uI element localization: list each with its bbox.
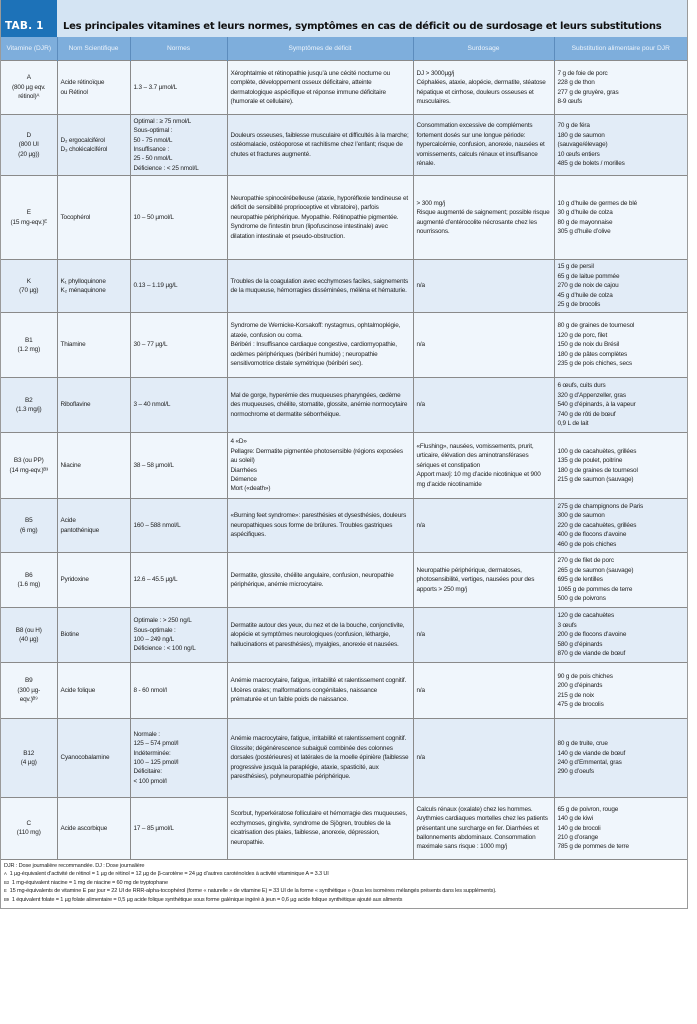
- norms-cell: [130, 499, 227, 553]
- deficit-symptoms-cell: [227, 433, 413, 499]
- cell-line: (15 mg-eqv.)ᴱ: [10, 218, 47, 226]
- cell-line: n/a: [416, 401, 425, 409]
- cell-line: 140 g de brocoli: [557, 824, 601, 832]
- cell-line: Troubles de la coagulation avec ecchymoses faciles, saignements de la muqueuse, hémorragies disséminées, méléna et hématurie.: [230, 277, 409, 294]
- vitamin-cell: [1, 608, 57, 663]
- header-row: [1, 37, 687, 61]
- cell-line: (6 mg): [19, 526, 38, 534]
- cell-line: (40 µg): [19, 636, 39, 643]
- cell-line: Indéterminée:: [133, 749, 171, 757]
- cell-line: 140 g de viande de bœuf: [557, 749, 626, 757]
- table-row: [1, 61, 687, 115]
- cell-line: B8 (ou H): [15, 626, 42, 634]
- cell-line: Acide rétinoïque: [60, 79, 105, 87]
- food-substitution-cell: [554, 608, 687, 663]
- cell-line: n/a: [416, 341, 425, 349]
- norms-cell: [130, 378, 227, 433]
- cell-line: 140 g de kiwi: [557, 815, 593, 823]
- norms-cell: [130, 608, 227, 663]
- cell-line: (800 UI: [18, 141, 39, 149]
- cell-line: B1: [24, 336, 33, 344]
- cell-line: Mort («death»): [230, 485, 271, 493]
- cell-line: Pyridoxine: [60, 576, 89, 584]
- cell-line: (110 mg): [16, 829, 41, 837]
- cell-line: D: [26, 131, 31, 139]
- cell-line: DJ > 3000µg/j: [416, 69, 455, 77]
- cell-line: (sauvage/élevage): [557, 141, 608, 149]
- vitamin-cell: [1, 499, 57, 553]
- cell-line: Glossite; dégénérescence subaiguë combinée des colonnes dorsales (postérieures) et latérales de la moelle épinière (faiblesse progressive jusquà la paraplégie, ataxie, spasticité, aux paresthésies), polyneuropathie périphérique.: [230, 744, 409, 781]
- deficit-symptoms-cell: [227, 260, 413, 313]
- cell-line: Douleurs osseuses, faiblesse musculaire et difficultés à la marche; ostéomalacie, ostéoporose et rachitisme chez l’enfant; risque de chutes et fractures augmenté.: [230, 131, 409, 158]
- cell-line: Xérophtalmie et rétinopathie jusqu’à une cécité nocturne ou complète, développement osseux déficitaire, atteinte dermatologique aspécifique et réponse immune déficitaire (humorale et cellulaire).: [230, 69, 391, 105]
- cell-line: 90 g de pois chiches: [557, 672, 613, 680]
- norms-cell: [130, 719, 227, 798]
- cell-line: Sous-optimal :: [133, 127, 173, 135]
- cell-line: 25 - 50 nmol/L: [133, 155, 173, 163]
- vitamin-cell: [1, 115, 57, 176]
- cell-line: 65 g de laitue pommée: [557, 272, 620, 280]
- cell-line: 30 g d’huile de colza: [557, 209, 613, 217]
- deficit-symptoms-cell: [227, 313, 413, 378]
- food-substitution-cell: [554, 499, 687, 553]
- cell-line: B3 (ou PP): [13, 457, 44, 465]
- vitamin-cell: [1, 433, 57, 499]
- cell-line: 400 g de flocons d’avoine: [557, 531, 627, 539]
- cell-line: 8 - 60 nmol/l: [133, 686, 167, 694]
- cell-line: Niacine: [60, 461, 81, 469]
- scientific-name-cell: [57, 719, 130, 798]
- cell-line: > 300 mg/j: [416, 199, 446, 207]
- cell-line: 8-9 œufs: [557, 97, 582, 105]
- scientific-name-cell: [57, 115, 130, 176]
- cell-line: Optimale : > 250 ng/L: [133, 617, 192, 625]
- cell-line: n/a: [416, 686, 425, 694]
- table-row: [1, 260, 687, 313]
- cell-line: 100 – 249 ng/L: [133, 636, 175, 643]
- cell-line: Déficience : < 100 ng/L: [133, 645, 196, 653]
- cell-line: 1065 g de pommes de terre: [557, 585, 633, 593]
- table-footer: [1, 859, 687, 909]
- cell-line: B2: [24, 396, 33, 404]
- norms-cell: [130, 663, 227, 719]
- cell-line: 120 g de cacahuètes: [557, 612, 614, 620]
- cell-line: Neuropathie périphérique, dermatoses, photosensibilité, vertiges, nausées pour des apports > 250 mg/j: [416, 566, 535, 593]
- header-food-substitution: Substitution alimentaire pour DJR: [554, 37, 687, 61]
- cell-line: B12: [23, 749, 35, 757]
- cell-line: Sous-optimale :: [133, 626, 176, 634]
- cell-line: 50 - 75 nmol/L: [133, 136, 173, 144]
- header-deficit-symptoms: Symptômes de déficit: [227, 37, 413, 61]
- cell-line: (14 mg-eqv.)ᴮ³: [9, 466, 48, 474]
- table-row: [1, 499, 687, 553]
- cell-line: < 100 pmol/l: [133, 777, 167, 785]
- cell-line: eqv.)ᴮ⁹: [19, 696, 38, 704]
- table-row: [1, 378, 687, 433]
- cell-line: K: [26, 277, 31, 285]
- cell-line: 180 g de pâtes complètes: [557, 350, 628, 358]
- footnote: [4, 896, 684, 905]
- cell-line: «Flushing», nausées, vomissements, prurit, urticaire, élévation des aminotransférases sériques et constipation: [416, 442, 534, 469]
- food-substitution-cell: [554, 260, 687, 313]
- cell-line: Pellagre: Dermatite pigmentée photosensible (régions exposées au soleil): [230, 447, 403, 465]
- overdose-cell: [413, 115, 554, 176]
- cell-line: 475 g de brocolis: [557, 700, 604, 708]
- cell-line: 580 g d’épinards: [557, 640, 603, 648]
- cell-line: 485 g de bolets / morilles: [557, 160, 625, 168]
- cell-line: 120 g de porc, filet: [557, 331, 608, 339]
- cell-line: Dermatite autour des yeux, du nez et de la bouche, conjonctivite, alopécie et symptômes neurologiques (confusion, léthargie, hallucinations et paresthésies), myalgies, anorexie et nausées.: [230, 621, 405, 648]
- cell-line: 7 g de foie de porc: [557, 69, 608, 77]
- overdose-cell: [413, 608, 554, 663]
- cell-line: 3 – 40 nmol/L: [133, 401, 171, 409]
- overdose-cell: [413, 176, 554, 260]
- cell-line: Thiamine: [60, 341, 86, 349]
- cell-line: E: [26, 209, 31, 217]
- cell-line: Acide folique: [60, 686, 96, 694]
- deficit-symptoms-cell: [227, 499, 413, 553]
- scientific-name-cell: [57, 61, 130, 115]
- overdose-cell: [413, 798, 554, 859]
- cell-line: Dermatite, glossite, chéilite angulaire, confusion, neuropathie périphérique, anémie microcytaire.: [230, 571, 394, 588]
- overdose-cell: [413, 433, 554, 499]
- vitamin-cell: [1, 719, 57, 798]
- cell-line: n/a: [416, 631, 425, 639]
- table-title: Les principales vitamines et leurs normes, symptômes en cas de déficit ou de surdosage et leurs substitutions: [63, 21, 662, 32]
- cell-line: (300 µg-: [17, 686, 41, 694]
- scientific-name-cell: [57, 433, 130, 499]
- deficit-symptoms-cell: [227, 798, 413, 859]
- header-vitamin: Vitamine (DJR): [1, 37, 57, 61]
- cell-line: 290 g d’oeufs: [557, 768, 594, 776]
- table-row: [1, 663, 687, 719]
- cell-line: Mal de gorge, hyperémie des muqueuses pharyngées, œdème des muqueuses, chéilite, stomatite, glossite, anémie normocytaire normochrome et dermatite séborrhéique.: [230, 391, 408, 418]
- cell-line: (1.2 mg): [17, 346, 41, 353]
- cell-line: 6 œufs, cuits durs: [557, 382, 606, 390]
- table-row: [1, 313, 687, 378]
- cell-line: 210 g d’orange: [557, 833, 599, 841]
- deficit-symptoms-cell: [227, 719, 413, 798]
- cell-line: 30 – 77 µg/L: [133, 341, 168, 349]
- footnote-mark: A: [4, 871, 7, 877]
- food-substitution-cell: [554, 176, 687, 260]
- food-substitution-cell: [554, 313, 687, 378]
- cell-line: 0.13 – 1.19 µg/L: [133, 282, 178, 290]
- table-row: [1, 433, 687, 499]
- cell-line: Apport max/j: 10 mg d’acide nicotinique et 900 mg d’acide nicotinamide: [416, 471, 541, 488]
- cell-line: 740 g de rôti de bœuf: [557, 410, 616, 418]
- norms-cell: [130, 433, 227, 499]
- cell-line: 870 g de viande de bœuf: [557, 650, 626, 658]
- cell-line: Anémie macrocytaire, fatigue, irritabilité et ralentissement cognitif.: [230, 735, 407, 743]
- food-substitution-cell: [554, 798, 687, 859]
- overdose-cell: [413, 553, 554, 608]
- scientific-name-cell: [57, 608, 130, 663]
- vitamin-cell: [1, 663, 57, 719]
- cell-line: Anémie macrocytaire, fatigue, irritabilité et ralentissement cognitif.: [230, 677, 407, 685]
- footnote: [4, 879, 684, 888]
- cell-line: Démence: [230, 475, 257, 483]
- cell-line: 200 g d’épinards: [557, 682, 603, 690]
- cell-line: 160 – 588 nmol/L: [133, 521, 181, 529]
- food-substitution-cell: [554, 553, 687, 608]
- cell-line: 500 g de poivrons: [557, 595, 606, 603]
- footnote-mark: B9: [4, 896, 9, 902]
- cell-line: Tocophérol: [60, 213, 91, 221]
- cell-line: Cyanocobalamine: [60, 754, 110, 762]
- footnote: [4, 887, 684, 896]
- cell-line: Riboflavine: [60, 401, 91, 409]
- cell-line: 200 g de flocons d’avoine: [557, 631, 627, 639]
- cell-line: Céphalées, ataxie, alopécie, dermatite, stéatose hépatique et cirrhose, douleurs osseuses et musculaires.: [416, 79, 546, 105]
- overdose-cell: [413, 499, 554, 553]
- cell-line: «Burning feet syndrome»: paresthésies et dysesthésies, douleurs neuropathiques sous forme de brûlures. Troubles gastriques aspécifiques.: [230, 512, 407, 539]
- cell-line: Risque augmenté de saignement; possible risque augmenté d’entérocolite nécrosante chez les nourrissons.: [416, 209, 550, 235]
- footnote-text: 1 équivalent folate = 1 µg folate alimentaire = 0,5 µg acide folique synthétique sous forme galénique ingéré à jeun = 0,6 µg acide folique synthétique ajouté aux aliments: [11, 896, 403, 903]
- scientific-name-cell: [57, 260, 130, 313]
- scientific-name-cell: [57, 176, 130, 260]
- footnotes: [4, 870, 684, 904]
- cell-line: 10 g d’huile de germes de blé: [557, 199, 637, 207]
- cell-line: Ulcères orales; malformations congénitales, naissance prématurée et un faible poids de naissance.: [230, 686, 378, 704]
- cell-line: 300 g de saumon: [557, 512, 605, 520]
- footnote-text: 1 mg-équivalent niacine = 1 mg de niacine = 60 mg de tryptophane: [11, 879, 168, 886]
- cell-line: 100 g de cacahuètes, grillées: [557, 447, 637, 455]
- table-body: [1, 61, 687, 859]
- cell-line: 80 g de truite, crue: [557, 740, 608, 748]
- cell-line: B5: [24, 517, 33, 525]
- cell-line: 15 g de persil: [557, 263, 594, 271]
- cell-line: (20 µg)): [18, 150, 40, 158]
- food-substitution-cell: [554, 61, 687, 115]
- vitamin-table: [1, 37, 687, 859]
- scientific-name-cell: [57, 499, 130, 553]
- cell-line: 220 g de cacahuètes, grillées: [557, 521, 637, 529]
- header-overdose: Surdosage: [413, 37, 554, 61]
- cell-line: Déficitaire:: [133, 768, 162, 776]
- table-row: [1, 115, 687, 176]
- footer-abbreviations: DJR : Dose journalière recommandée. DJ : Dose journalière: [4, 862, 145, 869]
- vitamin-cell: [1, 61, 57, 115]
- table-label: TAB. 1: [1, 0, 57, 37]
- cell-line: (4 µg): [20, 759, 37, 766]
- cell-line: 180 g de saumon: [557, 131, 605, 139]
- cell-line: 275 g de champignons de Paris: [557, 502, 644, 510]
- norms-cell: [130, 798, 227, 859]
- table-row: [1, 798, 687, 859]
- cell-line: 125 – 574 pmol/l: [133, 740, 179, 748]
- cell-line: 65 g de poivron, rouge: [557, 805, 619, 813]
- cell-line: pantothénique: [60, 526, 100, 534]
- cell-line: Diarrhées: [230, 466, 257, 474]
- table-row: [1, 608, 687, 663]
- cell-line: Acide ascorbique: [60, 824, 108, 832]
- vitamin-cell: [1, 176, 57, 260]
- cell-line: 70 g de féra: [557, 122, 590, 130]
- deficit-symptoms-cell: [227, 61, 413, 115]
- cell-line: 1.3 – 3.7 µmol/L: [133, 83, 178, 91]
- deficit-symptoms-cell: [227, 115, 413, 176]
- cell-line: K₁ phylloquinone: [60, 277, 106, 285]
- scientific-name-cell: [57, 378, 130, 433]
- cell-line: Optimal : ≥ 75 nmol/L: [133, 117, 192, 125]
- cell-line: 12.6 – 45.5 µg/L: [133, 576, 178, 584]
- food-substitution-cell: [554, 663, 687, 719]
- cell-line: 277 g de gruyère, gras: [557, 88, 619, 96]
- deficit-symptoms-cell: [227, 176, 413, 260]
- cell-line: 3 œufs: [557, 621, 577, 629]
- cell-line: n/a: [416, 282, 425, 290]
- cell-line: 215 g de saumon (sauvage): [557, 475, 634, 483]
- cell-line: ou Rétinol: [60, 88, 88, 96]
- cell-line: n/a: [416, 521, 425, 529]
- cell-line: 0,9 L de lait: [557, 420, 589, 428]
- cell-line: 17 – 85 µmol/L: [133, 824, 174, 832]
- table-title-bar: [1, 0, 687, 37]
- cell-line: 150 g de noix du Brésil: [557, 341, 620, 349]
- cell-line: 240 g d’Emmental, gras: [557, 759, 622, 766]
- vitamin-cell: [1, 553, 57, 608]
- norms-cell: [130, 260, 227, 313]
- cell-line: Normale :: [133, 730, 160, 738]
- cell-line: 270 g de filet de porc: [557, 557, 614, 565]
- table-row: [1, 553, 687, 608]
- cell-line: Calculs rénaux (oxalate) chez les hommes. Arythmies cardiaques mortelles chez les patients présentant une surcharge en fer. Diarrhées et ballonnements abdominaux. Consommation maximale sans risque : 1000 mg/j: [416, 805, 548, 851]
- cell-line: (1.3 mg/j): [16, 406, 42, 413]
- header-scientific-name: Nom Scientifique: [57, 37, 130, 61]
- cell-line: 695 g de lentilles: [557, 576, 603, 584]
- cell-line: 80 g de mayonnaise: [557, 218, 613, 226]
- vitamin-cell: [1, 260, 57, 313]
- header-norms: Normes: [130, 37, 227, 61]
- vitamin-cell: [1, 313, 57, 378]
- footnote-mark: E: [4, 888, 7, 894]
- norms-cell: [130, 553, 227, 608]
- cell-line: 38 – 58 µmol/L: [133, 461, 174, 469]
- overdose-cell: [413, 378, 554, 433]
- cell-line: 235 g de pois chiches, secs: [557, 360, 632, 368]
- food-substitution-cell: [554, 115, 687, 176]
- cell-line: C: [26, 819, 31, 827]
- overdose-cell: [413, 313, 554, 378]
- deficit-symptoms-cell: [227, 553, 413, 608]
- cell-line: 540 g d’épinards, à la vapeur: [557, 401, 636, 409]
- cell-line: (70 µg): [19, 287, 39, 294]
- cell-line: (800 µg eqv.: [12, 83, 46, 91]
- footnote: [4, 870, 684, 879]
- cell-line: 320 g d’Appenzeller, gras: [557, 391, 626, 399]
- norms-cell: [130, 115, 227, 176]
- scientific-name-cell: [57, 798, 130, 859]
- norms-cell: [130, 313, 227, 378]
- scientific-name-cell: [57, 313, 130, 378]
- cell-line: 100 – 125 pmol/l: [133, 759, 179, 766]
- cell-line: 460 g de pois chiches: [557, 540, 617, 548]
- footnote-text: 1 µg-équivalent d’activité de rétinol = 1 µg de rétinol = 12 µg de β-carotène = 24 µg d’autres caroténoïdes à activité vitaminique A = 3.3 UI: [9, 871, 329, 878]
- cell-line: Insuffisance :: [133, 146, 169, 153]
- vitamin-cell: [1, 798, 57, 859]
- cell-line: 80 g de graines de tournesol: [557, 322, 635, 330]
- cell-line: 270 g de noix de cajou: [557, 282, 619, 290]
- cell-line: 135 g de poulet, poitrine: [557, 457, 623, 465]
- cell-line: rétinol)ᴬ: [18, 93, 40, 101]
- overdose-cell: [413, 719, 554, 798]
- cell-line: 265 g de saumon (sauvage): [557, 566, 634, 574]
- cell-line: 45 g d’huile de colza: [557, 291, 613, 299]
- cell-line: K₂ ménaquinone: [60, 287, 106, 294]
- cell-line: 305 g d’huile d’olive: [557, 227, 611, 235]
- cell-line: 215 g de noix: [557, 691, 594, 699]
- table-row: [1, 719, 687, 798]
- footnote-mark: B3: [4, 879, 9, 885]
- cell-line: Béribéri : Insuffisance cardiaque congestive, cardiomyopathie, œdèmes périphériques (béribéri humide) ; neuropathie sensitivomotrice distale symétrique (béribéri sec).: [230, 341, 397, 368]
- cell-line: Déficience : < 25 nmol/L: [133, 164, 199, 172]
- cell-line: (1.6 mg): [17, 581, 41, 588]
- scientific-name-cell: [57, 663, 130, 719]
- food-substitution-cell: [554, 433, 687, 499]
- cell-line: Acide: [60, 517, 76, 525]
- overdose-cell: [413, 61, 554, 115]
- footnote-text: 15 mg-équivalents de vitamine E par jour = 22 UI de RRR-alpha-tocophérol (forme « naturelle » de vitamine E) = 33 UI de la forme « synthétique » (tous les isomères mélangés présents dans les suppléments).: [9, 888, 497, 895]
- cell-line: 25 g de brocolis: [557, 301, 601, 309]
- cell-line: 228 g de thon: [557, 79, 595, 87]
- cell-line: 10 œufs entiers: [557, 150, 600, 158]
- scientific-name-cell: [57, 553, 130, 608]
- cell-line: 180 g de graines de tournesol: [557, 466, 638, 474]
- deficit-symptoms-cell: [227, 608, 413, 663]
- cell-line: A: [26, 74, 31, 82]
- vitamin-cell: [1, 378, 57, 433]
- cell-line: Neuropathie spinocérébelleuse (ataxie, hyporéflexie tendineuse et déficit de sensibilité proprioceptive et vibratoire), parfois neuropathie périphérique. Myopathie. Rétinopathie pigmentée. Syndrome de l’intestin brun (lipofuscinose intestinale) avec dilatation intestinale et pseudo-obstruction.: [230, 194, 408, 240]
- cell-line: 785 g de pommes de terre: [557, 843, 629, 851]
- overdose-cell: [413, 260, 554, 313]
- cell-line: 4 «D»: [230, 438, 247, 446]
- norms-cell: [130, 61, 227, 115]
- table-row: [1, 176, 687, 260]
- deficit-symptoms-cell: [227, 663, 413, 719]
- cell-line: Biotine: [60, 631, 79, 639]
- cell-line: Scorbut, hyperkératose folliculaire et hémorragie des muqueuses, ecchymoses, gingivite, syndrome de Sjögren, troubles de la cicatrisation des plaies, faiblesse, anorexie, dépression, neuropathie.: [230, 810, 408, 846]
- cell-line: B6: [24, 571, 33, 579]
- deficit-symptoms-cell: [227, 378, 413, 433]
- cell-line: Consommation excessive de compléments fortement dosés sur une longue période: hypercalcémie, confusion, anorexie, nausées et vomissements, calculs rénaux et insuffisance rénale.: [416, 122, 545, 168]
- cell-line: Syndrome de Wernicke-Korsakoff: nystagmus, ophtalmoplégie, ataxie, confusion ou coma.: [230, 322, 401, 339]
- cell-line: D₃ cholécalciférol: [60, 146, 108, 153]
- cell-line: B9: [24, 677, 33, 685]
- cell-line: D₂ ergocalciférol: [60, 136, 105, 144]
- food-substitution-cell: [554, 719, 687, 798]
- cell-line: n/a: [416, 754, 425, 762]
- norms-cell: [130, 176, 227, 260]
- overdose-cell: [413, 663, 554, 719]
- cell-line: 10 – 50 µmol/L: [133, 213, 174, 221]
- food-substitution-cell: [554, 378, 687, 433]
